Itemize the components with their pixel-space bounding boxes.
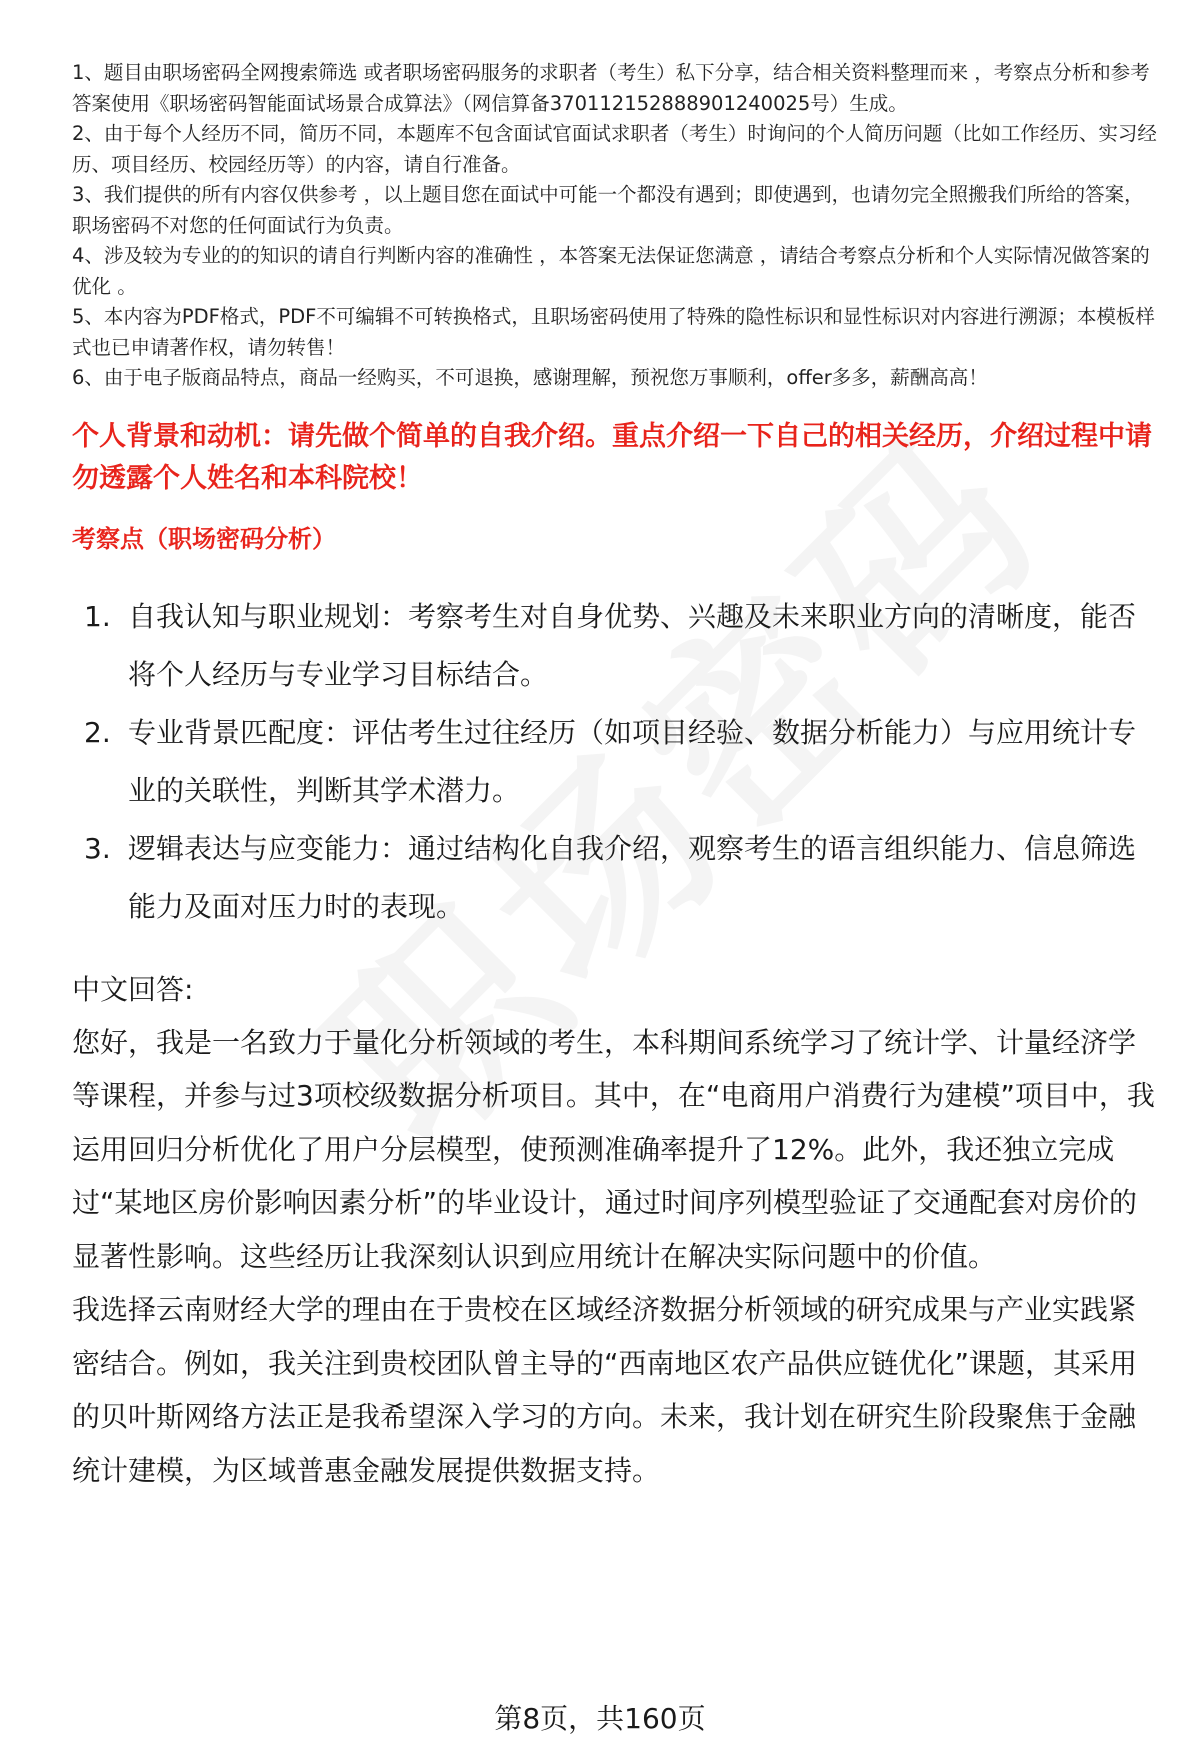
page-footer: 第8页，共160页 [494, 1702, 706, 1735]
document-page [72, 58, 1158, 1497]
answer-label: 中文回答: [72, 972, 194, 1006]
notice-item-2: 2、由于每个人经历不同，简历不同，本题库不包含面试官面试求职者（考生）时询问的个人简历问题（比如工作经历、实习经历、项目经历、校园经历等）的内容，请自行准备。 [72, 122, 1157, 176]
point-text: 逻辑表达与应变能力：通过结构化自我介绍，观察考生的语言组织能力、信息筛选能力及面对压力时的表现。 [128, 831, 1137, 923]
section-title: 考察点（职场密码分析） [72, 524, 336, 553]
notice-item-1: 1、题目由职场密码全网搜索筛选 或者职场密码服务的求职者（考生）私下分享，结合相关资料整理而来 ，考察点分析和参考答案使用《职场密码智能面试场景合成算法》（网信算备370112152888901240025号）生成。 [72, 61, 1150, 115]
notice-item-5: 5、本内容为PDF格式，PDF不可编辑不可转换格式，且职场密码使用了特殊的隐性标识和显性标识对内容进行溯源；本模板样式也已申请著作权，请勿转售！ [72, 305, 1155, 359]
notice-item-4: 4、涉及较为专业的的知识的请自行判断内容的准确性 ，本答案无法保证您满意 ，请结合考察点分析和个人实际情况做答案的优化 。 [72, 244, 1150, 298]
answer-body [72, 1016, 1158, 1498]
assessment-points [72, 588, 1158, 936]
assessment-point [72, 588, 1158, 704]
point-text: 专业背景匹配度：评估考生过往经历（如项目经验、数据分析能力）与应用统计专业的关联性，判断其学术潜力。 [128, 715, 1137, 807]
assessment-point [72, 704, 1158, 820]
notice-item-3: 3、我们提供的所有内容仅供参考 ，以上题目您在面试中可能一个都没有遇到；即使遇到，也请勿完全照搬我们所给的答案，职场密码不对您的任何面试行为负责。 [72, 183, 1144, 237]
interview-question: 个人背景和动机：请先做个简单的自我介绍。重点介绍一下自己的相关经历，介绍过程中请勿透露个人姓名和本科院校！ [72, 420, 1152, 494]
point-number: 1. [84, 599, 111, 633]
answer-paragraph: 我选择云南财经大学的理由在于贵校在区域经济数据分析领域的研究成果与产业实践紧密结合。例如，我关注到贵校团队曾主导的“西南地区农产品供应链优化”课题，其采用的贝叶斯网络方法正是我希望深入学习的方向。未来，我计划在研究生阶段聚焦于金融统计建模，为区域普惠金融发展提供数据支持。 [72, 1293, 1138, 1487]
point-number: 3. [84, 831, 111, 865]
point-number: 2. [84, 715, 111, 749]
disclaimer-notice [72, 58, 1158, 394]
answer-paragraph: 您好，我是一名致力于量化分析领域的考生，本科期间系统学习了统计学、计量经济学等课程，并参与过3项校级数据分析项目。其中，在“电商用户消费行为建模”项目中，我运用回归分析优化了用户分层模型，使预测准确率提升了12%。此外，我还独立完成过“某地区房价影响因素分析”的毕业设计，通过时间序列模型验证了交通配套对房价的显著性影响。这些经历让我深刻认识到应用统计在解决实际问题中的价值。 [72, 1025, 1155, 1273]
point-text: 自我认知与职业规划：考察考生对自身优势、兴趣及未来职业方向的清晰度，能否将个人经历与专业学习目标结合。 [128, 599, 1137, 691]
notice-item-6: 6、由于电子版商品特点，商品一经购买，不可退换，感谢理解，预祝您万事顺利，offer多多，薪酬高高！ [72, 366, 988, 389]
assessment-point [72, 820, 1158, 936]
